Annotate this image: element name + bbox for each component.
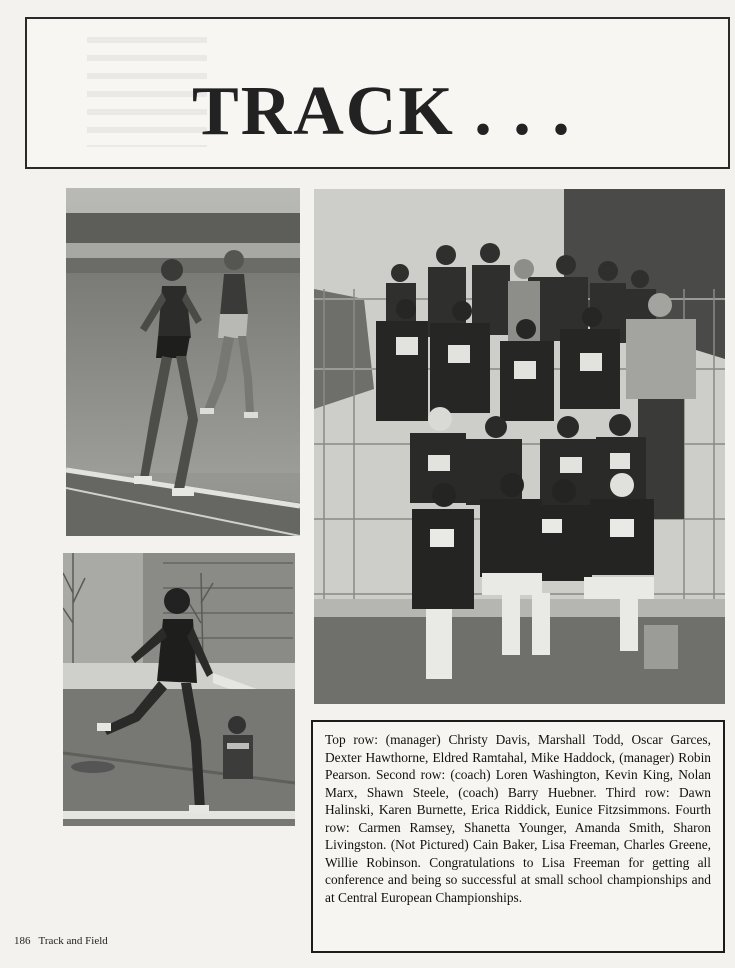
page-number: 186 [14,935,31,947]
team-caption: Top row: (manager) Christy Davis, Marshall Todd, Oscar Garces, Dexter Hawthorne, Eldred Ramtahal, Mike Haddock, (manager) Robin Pearson. Second row: (coach) Loren Washington, Kevin King, Nolan Marx, Shawn Steele, (coach) Barry Huebner. Third row: Dawn Halinski, Karen Burnette, Erica Riddick, Eunice Fitzsimmons. Fourth row: Carmen Ramsey, Shanetta Younger, Amanda Smith, Sharon Livingston. (Not Pictured) Cain Baker, Lisa Freeman, Charles Greene, Willie Robinson. Congratulations to Lisa Freeman for getting all conference and being so successful at small school championships and at Central European Championships. [325,732,711,905]
show-through-texture [87,37,207,147]
team-photo [314,189,725,704]
sprinter-photo [63,553,295,826]
page-title: TRACK . . . [192,73,572,150]
team-photo-image [314,189,725,704]
sprinter-photo-image [63,553,295,826]
section-name: Track and Field [38,935,108,947]
caption-box [311,720,725,953]
page-footer [14,935,116,947]
runners-photo [66,188,300,536]
title-banner [25,17,730,169]
runners-photo-image [66,188,300,536]
